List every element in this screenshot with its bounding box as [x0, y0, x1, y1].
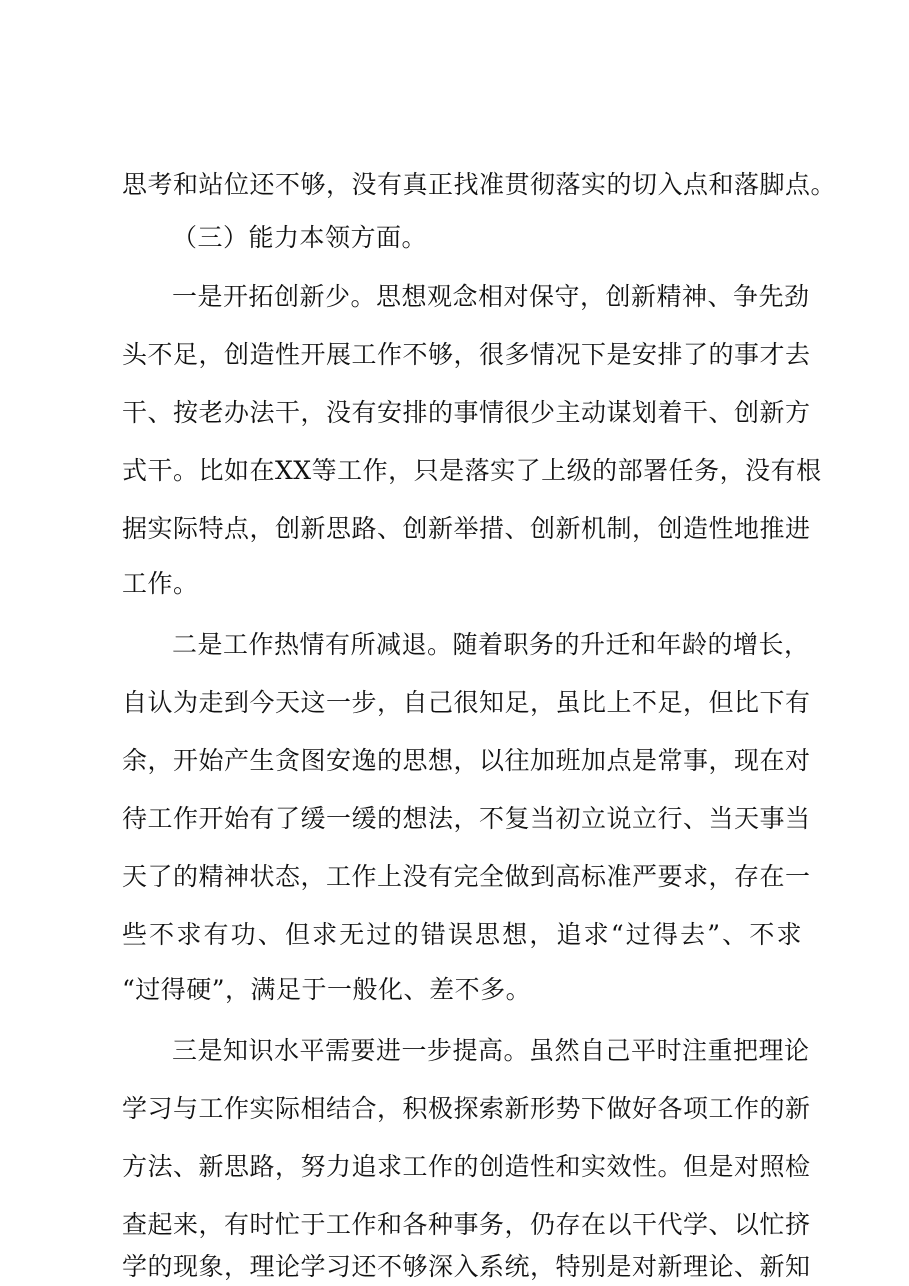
text-line-11: 余，开始产生贪图安逸的思想，以往加班加点是常事，现在对	[122, 746, 811, 775]
text-line-20: 学的现象，理论学习还不够深入系统，特别是对新理论、新知	[122, 1252, 811, 1281]
text-line-14: 些不求有功、但求无过的错误思想，追求“过得去”、不求	[122, 920, 802, 949]
text-line-10: 自认为走到今天这一步，自己很知足，虽比上不足，但比下有	[122, 688, 811, 717]
text-line-15: “过得硬”，满足于一般化、差不多。	[122, 975, 532, 1004]
text-line-19: 查起来，有时忙于工作和各种事务，仍存在以干代学、以忙挤	[122, 1210, 811, 1239]
text-line-6: 式干。比如在XX等工作，只是落实了上级的部署任务，没有根	[122, 456, 822, 485]
text-line-5: 干、按老办法干，没有安排的事情很少主动谋划着干、创新方	[122, 398, 811, 427]
text-line-9: 二是工作热情有所减退。随着职务的升迁和年龄的增长，	[172, 630, 810, 659]
text-line-1: 思考和站位还不够，没有真正找准贯彻落实的切入点和落脚点。	[122, 170, 837, 199]
text-line-7: 据实际特点，创新思路、创新举措、创新机制，创造性地推进	[122, 514, 811, 543]
text-line-17: 学习与工作实际相结合，积极探索新形势下做好各项工作的新	[122, 1094, 811, 1123]
text-line-4: 头不足，创造性开展工作不够，很多情况下是安排了的事才去	[122, 340, 811, 369]
text-line-12: 待工作开始有了缓一缓的想法，不复当初立说立行、当天事当	[122, 804, 811, 833]
text-line-3: 一是开拓创新少。思想观念相对保守，创新精神、争先劲	[172, 282, 810, 311]
section-heading-abilities: （三）能力本领方面。	[172, 223, 428, 252]
text-line-18: 方法、新思路，努力追求工作的创造性和实效性。但是对照检	[122, 1152, 811, 1181]
text-line-8: 工作。	[122, 569, 199, 598]
text-line-16: 三是知识水平需要进一步提高。虽然自己平时注重把理论	[172, 1036, 810, 1065]
text-line-13: 天了的精神状态，工作上没有完全做到高标准严要求，存在一	[122, 862, 811, 891]
